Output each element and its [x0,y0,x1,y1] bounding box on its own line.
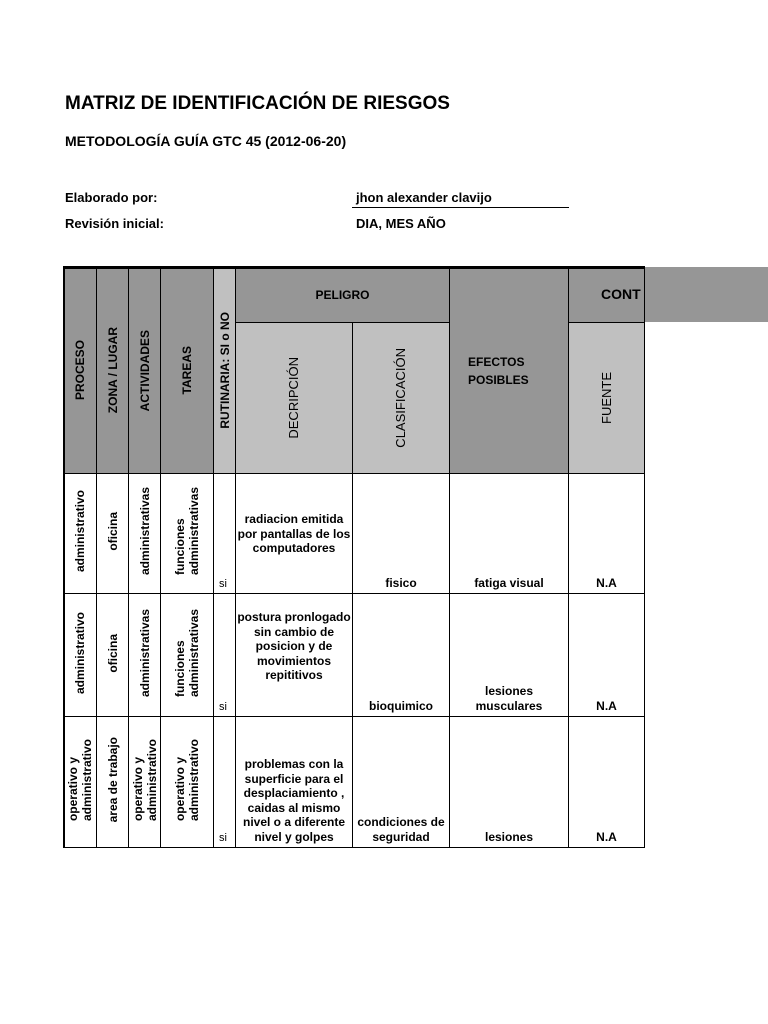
header-descripcion: DECRIPCIÓN [236,323,353,474]
cell-fuente: N.A [569,594,645,717]
cell-rutinaria: si [214,717,236,848]
cell-fuente: N.A [569,717,645,848]
header-tareas: TAREAS [161,268,214,474]
cell-actividades: administrativas [129,594,161,717]
cont-header-extension [645,267,768,322]
cell-zona: oficina [97,474,129,594]
header-cont-label: CONT [601,286,641,302]
cell-tareas: operativo y administrativo [161,717,214,848]
cell-descripcion: problemas con la superficie para el desplaciamiento , caidas al mismo nivel o a diferente nivel y golpes [236,717,353,848]
cell-tareas: funciones administrativas [161,594,214,717]
elaborado-value: jhon alexander clavijo [356,190,492,205]
table-top-border [63,266,645,269]
header-rutinaria: RUTINARIA: SI o NO [214,268,236,474]
cell-actividades: operativo y administrativo [129,717,161,848]
header-clasificacion: CLASIFICACIÓN [353,323,450,474]
header-efectos: EFECTOS POSIBLES [450,268,569,474]
revision-value: DIA, MES AÑO [356,216,446,231]
cell-zona: area de trabajo [97,717,129,848]
cell-proceso: administrativo [64,594,97,717]
cell-clasificacion: bioquimico [353,594,450,717]
cell-fuente: N.A [569,474,645,594]
cell-proceso: administrativo [64,474,97,594]
cell-rutinaria: si [214,594,236,717]
elaborado-underline [352,207,569,208]
cell-rutinaria: si [214,474,236,594]
table-row [64,474,645,594]
table-row [64,717,645,848]
cell-clasificacion: fisico [353,474,450,594]
page-subtitle: METODOLOGÍA GUÍA GTC 45 (2012-06-20) [65,133,347,149]
header-fuente: FUENTE [569,323,645,474]
header-actividades: ACTIVIDADES [129,268,161,474]
page-title: MATRIZ DE IDENTIFICACIÓN DE RIESGOS [65,93,450,114]
table-left-border [63,267,65,847]
cell-efectos: lesiones musculares [450,594,569,717]
header-peligro: PELIGRO [236,268,450,323]
cell-tareas: funciones administrativas [161,474,214,594]
cell-zona: oficina [97,594,129,717]
elaborado-label: Elaborado por: [65,190,158,205]
risk-matrix-table [63,267,645,848]
cell-actividades: administrativas [129,474,161,594]
revision-label: Revisión inicial: [65,216,164,231]
cell-efectos: fatiga visual [450,474,569,594]
header-proceso: PROCESO [64,268,97,474]
cell-descripcion: postura pronlogado sin cambio de posicion y de movimientos repititivos [236,594,353,717]
cell-descripcion: radiacion emitida por pantallas de los computadores [236,474,353,594]
header-zona: ZONA / LUGAR [97,268,129,474]
cell-clasificacion: condiciones de seguridad [353,717,450,848]
table-row [64,594,645,717]
cell-efectos: lesiones [450,717,569,848]
cell-proceso: operativo y administrativo [64,717,97,848]
